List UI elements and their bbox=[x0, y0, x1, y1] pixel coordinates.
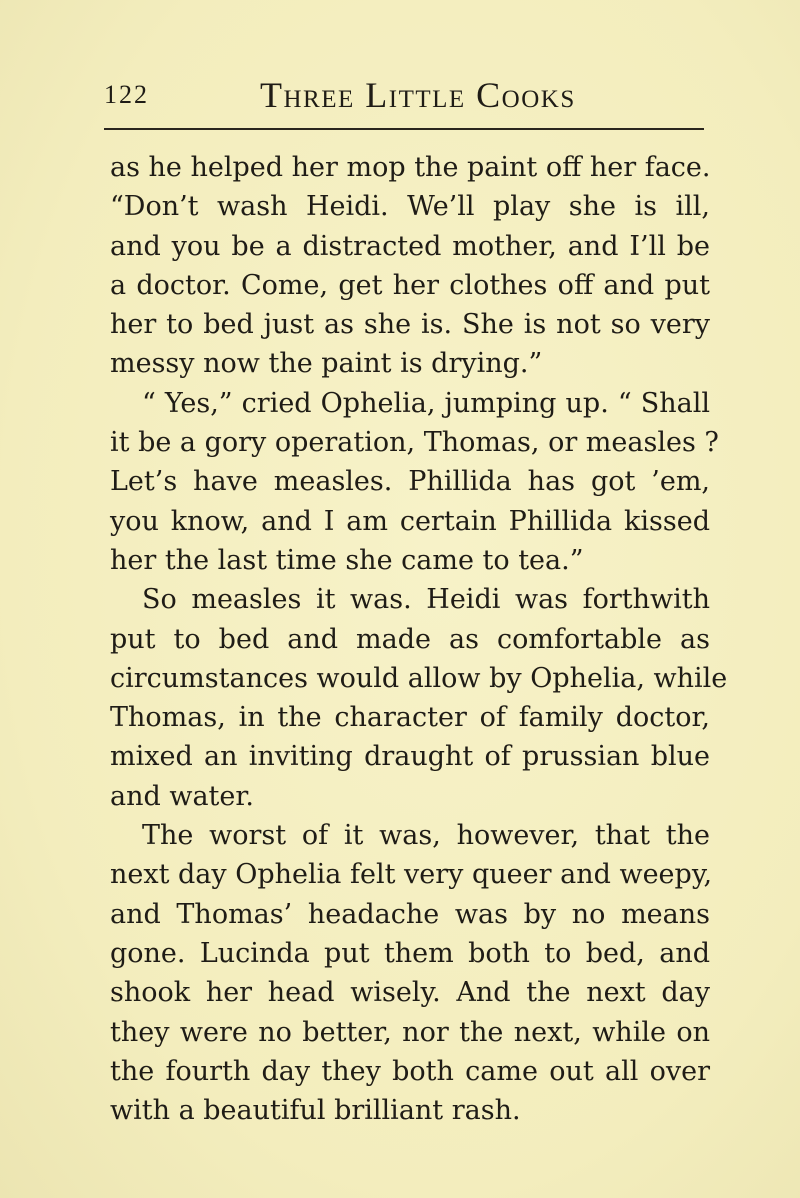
text-line: “Don’t wash Heidi. We’ll play she is ill, bbox=[110, 191, 710, 223]
text-line: So measles it was. Heidi was forthwith bbox=[142, 584, 710, 616]
text-line: put to bed and made as comfortable as bbox=[110, 623, 710, 655]
body-text bbox=[110, 148, 728, 1130]
text-line: a doctor. Come, get her clothes off and put bbox=[110, 269, 710, 301]
page-number: 122 bbox=[104, 80, 149, 109]
text-line: her to bed just as she is. She is not so very bbox=[110, 309, 710, 341]
text-line: circumstances would allow by Ophelia, while bbox=[110, 662, 728, 694]
text-line: you know, and I am certain Phillida kissed bbox=[110, 505, 710, 537]
text-line: next day Ophelia felt very queer and weepy, bbox=[110, 859, 713, 891]
text-line: and water. bbox=[110, 780, 254, 812]
text-line: Thomas, in the character of family doctor, bbox=[110, 702, 710, 734]
text-line: mixed an inviting draught of prussian blue bbox=[110, 741, 710, 773]
text-line: messy now the paint is drying.” bbox=[110, 348, 543, 380]
text-line: it be a gory operation, Thomas, or measles ? bbox=[110, 427, 719, 459]
text-line: they were no better, nor the next, while on bbox=[110, 1016, 710, 1048]
text-line: Let’s have measles. Phillida has got ’em, bbox=[110, 466, 710, 498]
text-line: and Thomas’ headache was by no means bbox=[110, 898, 710, 930]
running-head bbox=[104, 74, 704, 118]
text-line: shook her head wisely. And the next day bbox=[110, 977, 710, 1009]
text-line: her the last time she came to tea.” bbox=[110, 544, 584, 576]
book-title: Three Little Cooks bbox=[260, 75, 576, 115]
text-line: as he helped her mop the paint off her face. bbox=[110, 152, 711, 183]
text-line: The worst of it was, however, that the bbox=[142, 820, 710, 852]
text-line: “ Yes,” cried Ophelia, jumping up. “ Shall bbox=[142, 387, 710, 419]
text-line: with a beautiful brilliant rash. bbox=[110, 1095, 521, 1127]
text-line: the fourth day they both came out all over bbox=[110, 1055, 710, 1087]
text-line: and you be a distracted mother, and I’ll be bbox=[110, 230, 710, 262]
text-line: gone. Lucinda put them both to bed, and bbox=[110, 937, 710, 969]
header-rule bbox=[104, 128, 704, 130]
